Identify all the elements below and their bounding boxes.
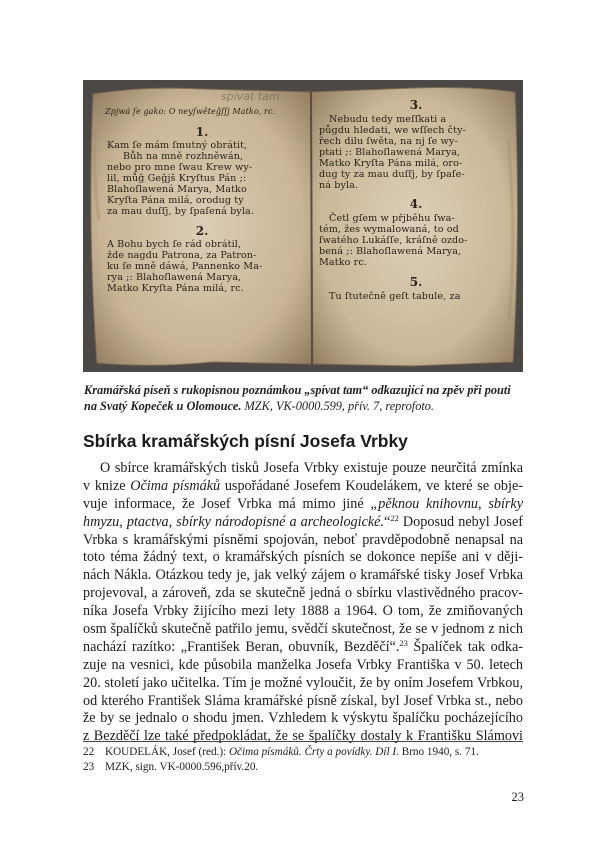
verse-number-1: 1. — [195, 125, 209, 139]
caption-source: MZK, VK-0000.599, přív. 7, reprofoto. — [244, 398, 434, 413]
body-paragraph — [83, 460, 523, 746]
verse-number-4: 4. — [409, 197, 423, 211]
verse-2-line: A Bohu bych ſe rád obrátil, — [107, 239, 242, 250]
footnote-divider — [83, 741, 523, 742]
body-line: z Bezděčí lze také předpokládat, že se špalíčky dostaly k Františku Slámovi — [83, 728, 523, 745]
body-line: od kterého František Sláma kramářské písně získal, byl Josef Vrbka st., nebo — [83, 692, 523, 709]
verse-2-line: Matko Kryſta Pána milá, rc. — [107, 283, 244, 294]
body-line: Vrbka s kramářskými písněmi spojován, neboť pravděpodobně nenapsal na — [83, 531, 523, 548]
footnote-number: 22 — [83, 746, 95, 758]
body-line: v knize Očima písmáků uspořádané Josefem Koudelákem, ve které se obje- — [83, 477, 523, 494]
quotation: hmyzu, ptactva, sbírky národopisné a archeologické. — [83, 513, 385, 530]
verse-4-line: bená ;: Blahoſlawená Marya, — [319, 246, 462, 257]
verse-1-line: Bůh na mně rozhněwán, — [123, 151, 244, 162]
body-line: 20. století jako učitelka. Tím je možné vyloučit, že by oním Josefem Vrbkou, — [83, 674, 523, 691]
booklet-left-page — [101, 92, 303, 364]
handwritten-note: spívat tam — [221, 92, 280, 103]
book-title: Očima písmáků — [130, 477, 221, 494]
verse-5-line: Tu ſtutečně geſt tabule, za — [329, 291, 461, 302]
body-line: vuje informace, že Josef Vrbka má mimo jiné „pěknou knihovnu, sbírky — [83, 495, 523, 512]
footnote-ref-22[interactable]: 22 — [390, 512, 399, 523]
body-line: projevoval, a zároveň, zda se skutečně jedná o sbírku vlastivědného pracov- — [83, 585, 523, 602]
verse-1-line: Blahoſlawená Marya, Matko — [107, 184, 247, 195]
quotation: „pěknou knihovnu, sbírky — [370, 495, 523, 512]
verse-4-line: tém, žes wymalowaná, to od — [319, 224, 459, 235]
body-line: zuje na vesnici, kde působila manželka Josefa Vrbky Františka v 50. letech — [83, 656, 523, 673]
verse-3-line: půgdu hledati, we wſſech čty- — [319, 125, 466, 136]
verse-1-line: lil, můǧ Geǧjš Kryſtus Pán ;: — [107, 173, 247, 184]
verse-2-line: ku ſe mně dáwá, Pannenko Ma- — [107, 261, 263, 272]
verse-3-line: ptati ;: Blahoſlawená Marya, — [319, 147, 461, 158]
figure-photo — [83, 80, 523, 372]
verse-4-line: ſwatého Lukáſſe, kráſně ozdo- — [319, 235, 468, 246]
verse-3-line: Nebudu tedy meſſkati a — [329, 114, 447, 125]
verse-number-3: 3. — [409, 98, 423, 112]
figure-caption — [84, 383, 524, 414]
verse-2-line: rya ;: Blahoſlawená Marya, — [107, 272, 242, 283]
body-line: O sbírce kramářských tisků Josefa Vrbky existuje pouze neurčitá zmínka — [100, 460, 523, 476]
footnote-number: 23 — [83, 761, 95, 773]
caption-bold: Kramářská píseň s rukopisnou poznámkou „spívat tam“ odkazující na zpěv při pouti na Svatý Kopeček u Olomouce. — [84, 383, 511, 413]
verse-2-line: žde nagdu Patrona, za Patron- — [107, 250, 257, 261]
verse-number-2: 2. — [195, 224, 209, 238]
verse-1-line: Kam ſe mám ſmutný obrátit, — [107, 140, 248, 151]
footnote-23: 23 MZK, sign. VK-0000.596,přív.20. — [83, 761, 259, 773]
verse-1-line: nebo pro mne ſwau Krew wy- — [107, 162, 253, 173]
section-title: Sbírka kramářských písní Josefa Vrbky — [83, 431, 408, 451]
body-line: že by se jednalo o shodu jmen. Vzhledem k výskytu špalíčku pocházejícího — [83, 710, 523, 727]
footnote-book-title: Očima písmáků. Črty a povídky. Díl I. — [228, 746, 399, 758]
verse-4-line: Četl gſem w přjběhu ſwa- — [329, 213, 455, 224]
body-line: toto téma žádný text, o kramářských písních se dokonce nepíše ani v ději- — [83, 549, 523, 566]
verse-3-line: ná byla. — [319, 180, 359, 191]
page-number: 23 — [511, 790, 524, 804]
verse-3-line: řech dilu ſwěta, na nj ſe wy- — [319, 136, 458, 147]
verse-4-line: Matko rc. — [319, 257, 367, 268]
verse-3-line: dug ty za mau duſſj, by ſpaſe- — [319, 169, 465, 180]
footnote-22: 22 KOUDELÁK, Josef (red.): Očima písmáků. Črty a povídky. Díl I. Brno 1940, s. 71. — [83, 746, 479, 758]
body-line: nachází razítko: „František Beran, obuvník, Bezděčí“.$^{23}$ Špalíček tak odka- — [83, 637, 523, 655]
footnotes — [83, 745, 523, 775]
song-tune-header: Zpjwá ſe gako: O neyſwěteǧſſj Matko, rc. — [105, 107, 276, 116]
body-line: níka Josefa Vrbky žijícího mezi lety 1888 a 1964. O tom, že zmiňovaných — [83, 603, 523, 620]
booklet-right-page — [315, 92, 517, 364]
verse-1-line: Kryſta Pána milá, orodug ty — [107, 195, 244, 206]
body-line: hmyzu, ptactva, sbírky národopisné a archeologické.“$^{22}$ Doposud nebyl Josef — [83, 512, 523, 530]
body-line: osm špalíčků skutečně patřilo jemu, svědčí skutečnost, že se v jednom z nich — [83, 621, 523, 638]
footnote-ref-23[interactable]: 23 — [399, 637, 408, 648]
body-line: nách Nákla. Otázkou tedy je, jak velký zájem o kramářské tisky Josef Vrbka — [83, 567, 523, 584]
verse-3-line: Matko Kryſta Pána milá, oro- — [319, 158, 463, 169]
verse-number-5: 5. — [409, 275, 423, 289]
verse-1-line: za mau duſſj, by ſpaſená byla. — [107, 206, 254, 217]
